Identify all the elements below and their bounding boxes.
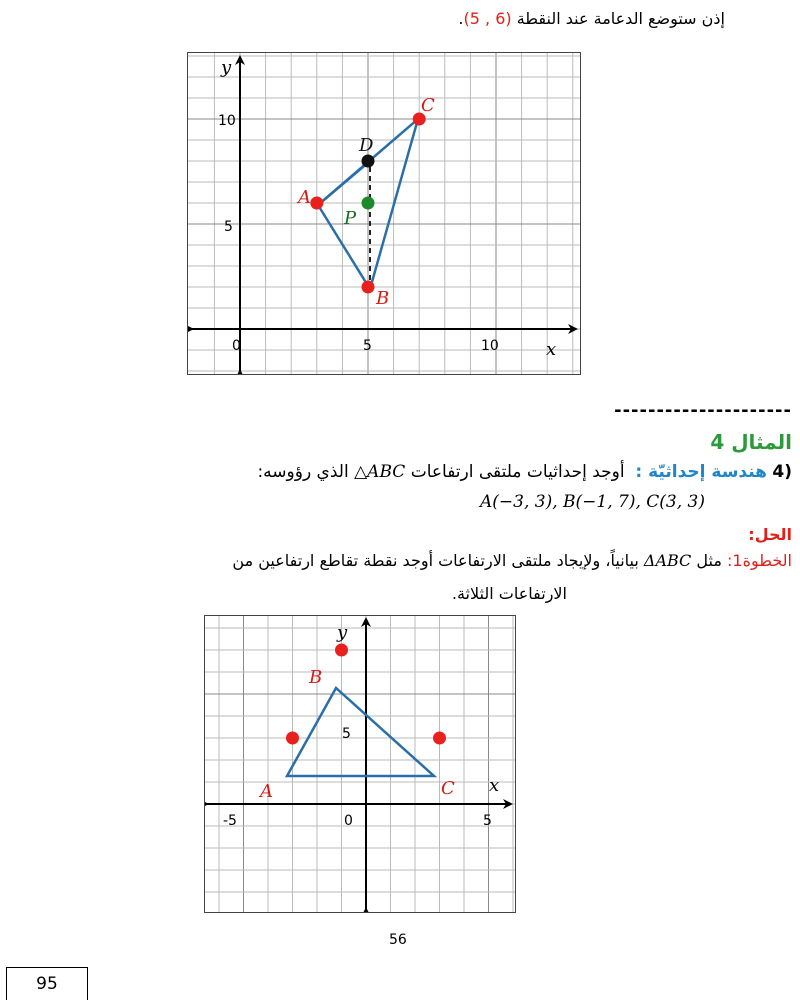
solution-label: الحل:	[748, 525, 792, 544]
intro-line	[458, 9, 725, 28]
graph1-tick-x0: 0	[232, 338, 241, 354]
example-number: 4)	[772, 462, 792, 482]
graph1-median	[318, 161, 370, 205]
intro-text: إذن ستوضع الدعامة عند النقطة	[516, 9, 725, 28]
graph1-x-label: x	[546, 339, 557, 360]
graph2-label-C: C	[441, 778, 455, 799]
step1-text-2: بيانياً، ولإيجاد ملتقى الارتفاعات أوجد نقطة تقاطع ارتفاعين من	[232, 551, 639, 570]
step1-continuation: الارتفاعات الثلاثة.	[451, 584, 567, 603]
separator: ---------------------	[614, 400, 792, 421]
graph1-tick-y10: 10	[218, 113, 236, 129]
graph1-tick-y5: 5	[224, 219, 233, 235]
question-end: الذي رؤوسه:	[257, 462, 349, 482]
graph2-point-C	[433, 732, 446, 745]
step1-line	[232, 551, 792, 570]
example-title: المثال 4	[710, 430, 792, 454]
example-question	[257, 462, 792, 482]
graph1-point-P	[362, 197, 375, 210]
step1-text-1: مثل	[696, 551, 722, 570]
graph2-tick-xneg5: -5	[223, 813, 237, 829]
graph2-label-B: B	[309, 667, 323, 688]
graph2-tick-y5: 5	[342, 726, 351, 742]
orthocenter-graph-1	[187, 52, 581, 375]
graph2-grid	[205, 616, 515, 912]
graph1-label-P: P	[344, 208, 357, 229]
graph2-x-label: x	[489, 775, 500, 796]
graph1-svg	[188, 53, 580, 374]
graph1-label-A: A	[298, 187, 311, 208]
graph2-svg	[205, 616, 515, 912]
graph2-label-A: A	[260, 781, 273, 802]
graph1-tick-x5: 5	[363, 338, 372, 354]
page-number-box: 95	[6, 967, 88, 1000]
graph2-point-A	[286, 732, 299, 745]
vertices-line	[480, 492, 705, 512]
graph2-y-label: y	[337, 622, 348, 643]
page-number-center: 56	[389, 932, 407, 948]
graph1-point-D	[362, 155, 375, 168]
graph2-point-B	[335, 644, 348, 657]
graph1-label-D: D	[359, 135, 374, 156]
graph2-tick-x5: 5	[483, 813, 492, 829]
graph1-point-B	[362, 281, 375, 294]
graph1-tick-x10: 10	[481, 338, 499, 354]
example-heading	[710, 430, 792, 454]
graph1-label-B: B	[376, 288, 390, 309]
vertices-text: A(−3, 3), B(−1, 7), C(3, 3)	[480, 492, 705, 512]
graph1-y-label: y	[221, 57, 232, 78]
graph1-label-C: C	[421, 95, 435, 116]
graph1-point-A	[310, 197, 323, 210]
question-text: أوجد إحداثيات ملتقى ارتفاعات	[410, 462, 625, 482]
step1-label: الخطوة1:	[727, 551, 792, 570]
graph2-triangle	[287, 688, 434, 776]
graph1-grid	[188, 53, 580, 374]
triangle-graph-2	[204, 615, 516, 913]
intro-period: .	[458, 9, 464, 28]
graph2-tick-x0: 0	[344, 813, 353, 829]
support-point: (5 , 6)	[463, 9, 512, 28]
question-triangle: △ABC	[354, 462, 406, 482]
example-topic: هندسة إحداثيّة :	[635, 462, 767, 482]
step1-triangle: ΔABC	[643, 551, 692, 570]
